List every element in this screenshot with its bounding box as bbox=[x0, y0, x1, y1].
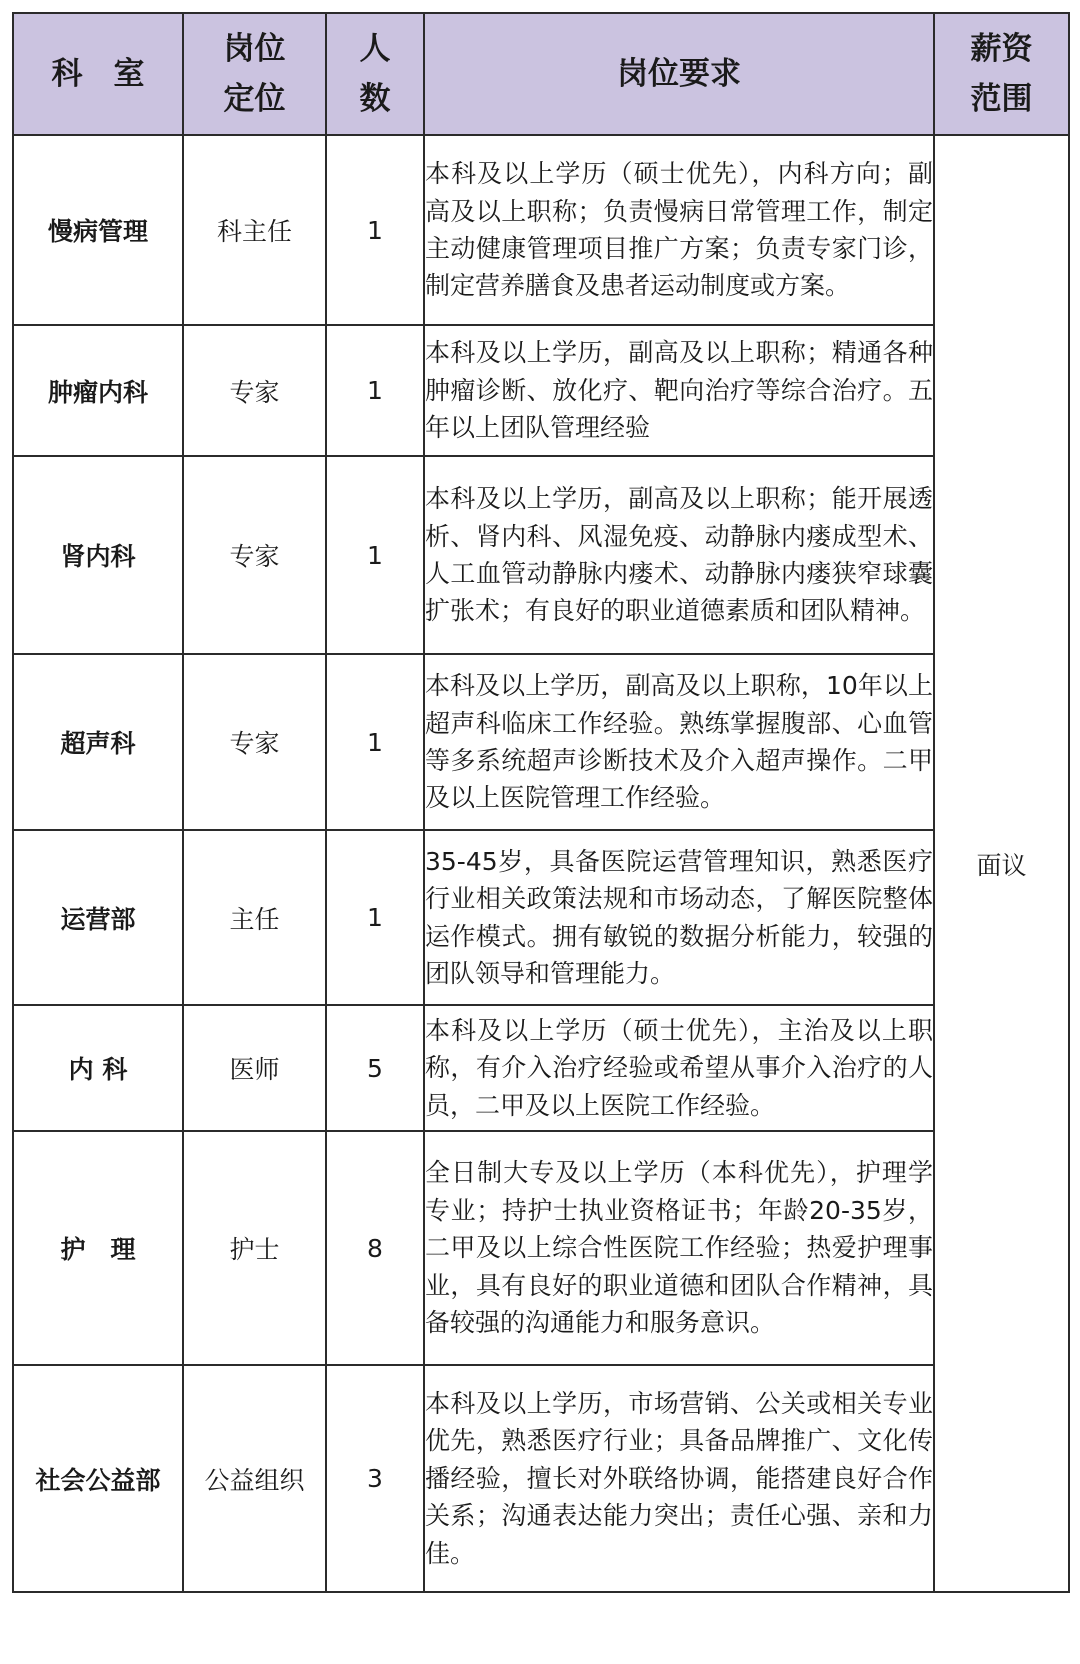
dept-cell: 超声科 bbox=[13, 654, 183, 830]
count-cell: 1 bbox=[326, 456, 424, 654]
dept-cell: 慢病管理 bbox=[13, 135, 183, 325]
count-cell: 1 bbox=[326, 135, 424, 325]
header-row bbox=[13, 13, 1069, 135]
table-body bbox=[13, 135, 1069, 1592]
dept-cell: 护 理 bbox=[13, 1131, 183, 1365]
salary-cell: 面议 bbox=[934, 135, 1069, 1592]
header-position-line1: 岗位 bbox=[223, 31, 286, 67]
requirements-cell: 本科及以上学历（硕士优先），主治及以上职称，有介入治疗经验或希望从事介入治疗的人员，二甲及以上医院工作经验。 bbox=[424, 1005, 934, 1131]
count-cell: 1 bbox=[326, 654, 424, 830]
position-cell: 主任 bbox=[183, 830, 326, 1005]
count-cell: 1 bbox=[326, 830, 424, 1005]
position-cell: 公益组织 bbox=[183, 1365, 326, 1592]
position-cell: 专家 bbox=[183, 654, 326, 830]
position-cell: 护士 bbox=[183, 1131, 326, 1365]
header-count-line1: 人 bbox=[359, 31, 391, 67]
header-count-line2: 数 bbox=[359, 81, 391, 117]
count-cell: 8 bbox=[326, 1131, 424, 1365]
requirements-cell: 全日制大专及以上学历（本科优先），护理学专业；持护士执业资格证书；年龄20-35岁，二甲及以上综合性医院工作经验；热爱护理事业，具有良好的职业道德和团队合作精神，具备较强的沟通能力和服务意识。 bbox=[424, 1131, 934, 1365]
header-salary-line1: 薪资 bbox=[970, 31, 1033, 67]
table-row bbox=[13, 456, 1069, 654]
count-cell: 1 bbox=[326, 325, 424, 456]
position-cell: 专家 bbox=[183, 456, 326, 654]
header-salary-line2: 范围 bbox=[970, 81, 1033, 117]
position-cell: 医师 bbox=[183, 1005, 326, 1131]
dept-cell: 运营部 bbox=[13, 830, 183, 1005]
table-row bbox=[13, 325, 1069, 456]
header-position-line2: 定位 bbox=[223, 81, 286, 117]
count-cell: 3 bbox=[326, 1365, 424, 1592]
dept-cell: 肿瘤内科 bbox=[13, 325, 183, 456]
table-row bbox=[13, 1365, 1069, 1592]
header-dept: 科 室 bbox=[13, 13, 183, 135]
requirements-cell: 35-45岁，具备医院运营管理知识，熟悉医疗行业相关政策法规和市场动态，了解医院整体运作模式。拥有敏锐的数据分析能力，较强的团队领导和管理能力。 bbox=[424, 830, 934, 1005]
recruitment-table bbox=[12, 12, 1070, 1593]
dept-cell: 内 科 bbox=[13, 1005, 183, 1131]
requirements-cell: 本科及以上学历，副高及以上职称，10年以上超声科临床工作经验。熟练掌握腹部、心血管等多系统超声诊断技术及介入超声操作。二甲及以上医院管理工作经验。 bbox=[424, 654, 934, 830]
count-cell: 5 bbox=[326, 1005, 424, 1131]
requirements-cell: 本科及以上学历，副高及以上职称；能开展透析、肾内科、风湿免疫、动静脉内瘘成型术、人工血管动静脉内瘘术、动静脉内瘘狭窄球囊扩张术；有良好的职业道德素质和团队精神。 bbox=[424, 456, 934, 654]
position-cell: 科主任 bbox=[183, 135, 326, 325]
dept-cell: 社会公益部 bbox=[13, 1365, 183, 1592]
dept-cell: 肾内科 bbox=[13, 456, 183, 654]
table-row bbox=[13, 1131, 1069, 1365]
requirements-cell: 本科及以上学历（硕士优先），内科方向；副高及以上职称；负责慢病日常管理工作，制定主动健康管理项目推广方案；负责专家门诊，制定营养膳食及患者运动制度或方案。 bbox=[424, 135, 934, 325]
table-row bbox=[13, 135, 1069, 325]
table-row bbox=[13, 654, 1069, 830]
header-position bbox=[183, 13, 326, 135]
table-header bbox=[13, 13, 1069, 135]
header-salary bbox=[934, 13, 1069, 135]
table-row bbox=[13, 830, 1069, 1005]
header-requirements: 岗位要求 bbox=[424, 13, 934, 135]
requirements-cell: 本科及以上学历，市场营销、公关或相关专业优先，熟悉医疗行业；具备品牌推广、文化传播经验，擅长对外联络协调，能搭建良好合作关系；沟通表达能力突出；责任心强、亲和力佳。 bbox=[424, 1365, 934, 1592]
position-cell: 专家 bbox=[183, 325, 326, 456]
table-row bbox=[13, 1005, 1069, 1131]
header-count bbox=[326, 13, 424, 135]
requirements-cell: 本科及以上学历，副高及以上职称；精通各种肿瘤诊断、放化疗、靶向治疗等综合治疗。五年以上团队管理经验 bbox=[424, 325, 934, 456]
